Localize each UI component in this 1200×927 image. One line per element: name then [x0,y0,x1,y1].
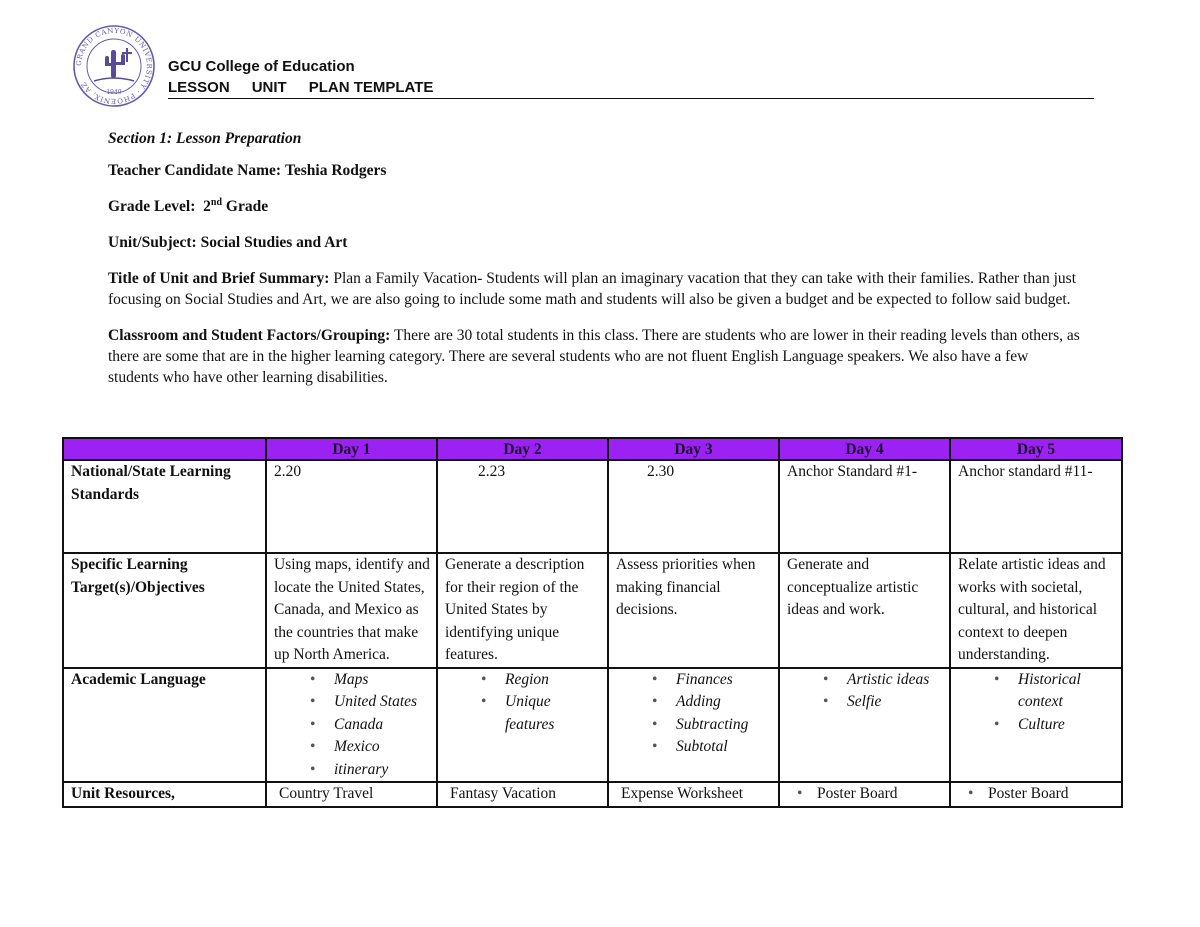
subject-label: Unit/Subject: [108,234,197,251]
org-name: GCU College of Education [168,58,355,75]
table-header-row [63,438,1122,460]
resource-cell: Fantasy Vacation [437,782,608,807]
objective-cell: Assess priorities when making financial decisions. [608,553,779,668]
table-row [63,782,1122,807]
grade-level-line [108,196,1083,217]
list-item: • itinerary [334,759,432,782]
teacher-name-line [108,160,1083,181]
standard-cell: 2.20 [266,460,437,553]
header-divider [168,98,1094,99]
academic-language-label: Academic Language [63,668,266,783]
day-header: Day 1 [266,438,437,460]
standard-cell: 2.30 [608,460,779,553]
lesson-plan-table [62,437,1123,808]
grade-word: Grade [225,198,269,215]
day-header: Day 4 [779,438,950,460]
language-list [787,669,945,714]
resource-item: • Poster Board [787,783,945,806]
objective-cell: Generate and conceptualize artistic ideas and work. [779,553,950,668]
table-row [63,668,1122,783]
list-item: • Maps [334,669,432,692]
standard-cell: Anchor standard #11- [950,460,1122,553]
standards-label: National/State Learning Standards [63,460,266,553]
language-cell [608,668,779,783]
language-cell [779,668,950,783]
template-word-unit: UNIT [251,79,287,96]
day-header: Day 2 [437,438,608,460]
language-cell [950,668,1122,783]
section-heading: Section 1: Lesson Preparation [108,130,302,147]
list-item: • Artistic ideas [847,669,945,692]
list-item: • Canada [334,714,432,737]
teacher-value: Teshia Rodgers [284,162,387,179]
resource-cell: Expense Worksheet [608,782,779,807]
language-list [616,669,774,759]
template-word-plan: PLAN TEMPLATE [308,79,434,96]
resources-label: Unit Resources, [63,782,266,807]
resource-cell [779,782,950,807]
list-item: • Finances [676,669,774,692]
language-cell [437,668,608,783]
subject-line [108,232,1083,253]
list-item: • Subtracting [676,714,774,737]
teacher-label: Teacher Candidate Name: [108,162,282,179]
day-header: Day 5 [950,438,1122,460]
template-title [168,79,455,96]
objective-cell: Using maps, identify and locate the United States, Canada, and Mexico as the countries that make up North America. [266,553,437,668]
grade-label: Grade Level: [108,198,196,215]
factors-label: Classroom and Student Factors/Grouping: [108,327,391,344]
classroom-factors [108,325,1083,388]
grade-suffix: nd [210,196,223,208]
day-header: Day 3 [608,438,779,460]
table-row [63,553,1122,668]
list-item: • Adding [676,691,774,714]
unit-summary [108,268,1083,310]
svg-text:GRAND CANYON UNIVERSITY · PHOE: GRAND CANYON UNIVERSITY · PHOENIX, AZ [74,26,154,106]
list-item: • Culture [1018,714,1117,737]
lesson-preparation [108,128,1083,403]
objectives-label: Specific Learning Target(s)/Objectives [63,553,266,668]
template-word-lesson: LESSON [168,79,230,96]
language-cell [266,668,437,783]
list-item: • United States [334,691,432,714]
list-item: • Region [505,669,603,692]
table-row [63,460,1122,553]
objective-cell: Relate artistic ideas and works with societal, cultural, and historical context to deepen understanding. [950,553,1122,668]
summary-text: Plan a Family Vacation- Students will plan an imaginary vacation that they can take with their families. Rather than just focusing on Social Studies and Art, we are also going to include some math and students will also be given a budget and be expected to follow said budget. [108,270,1076,308]
language-list [958,669,1117,737]
resource-cell [950,782,1122,807]
language-list [445,669,603,737]
resource-item: • Poster Board [958,783,1117,806]
standard-cell: 2.23 [437,460,608,553]
subject-value: Social Studies and Art [200,234,348,251]
svg-text:1949: 1949 [106,89,122,96]
summary-label: Title of Unit and Brief Summary: [108,270,330,287]
list-item: • Selfie [847,691,945,714]
language-list [274,669,432,782]
list-item: • Mexico [334,736,432,759]
header-blank-cell [63,438,266,460]
grade-number: 2 [203,198,211,215]
list-item: • Historical context [1018,669,1117,714]
list-item: • Subtotal [676,736,774,759]
resource-cell: Country Travel [266,782,437,807]
factors-text: There are 30 total students in this class. There are students who are lower in their reading levels than others, as there are some that are in the higher learning category. There are several students who are not fluent English Language speakers. We also have a few students who have other learning disabilities. [108,327,1080,386]
gcu-seal-icon [72,24,156,108]
list-item: • Unique features [505,691,603,736]
standard-cell: Anchor Standard #1- [779,460,950,553]
objective-cell: Generate a description for their region of the United States by identifying unique features. [437,553,608,668]
